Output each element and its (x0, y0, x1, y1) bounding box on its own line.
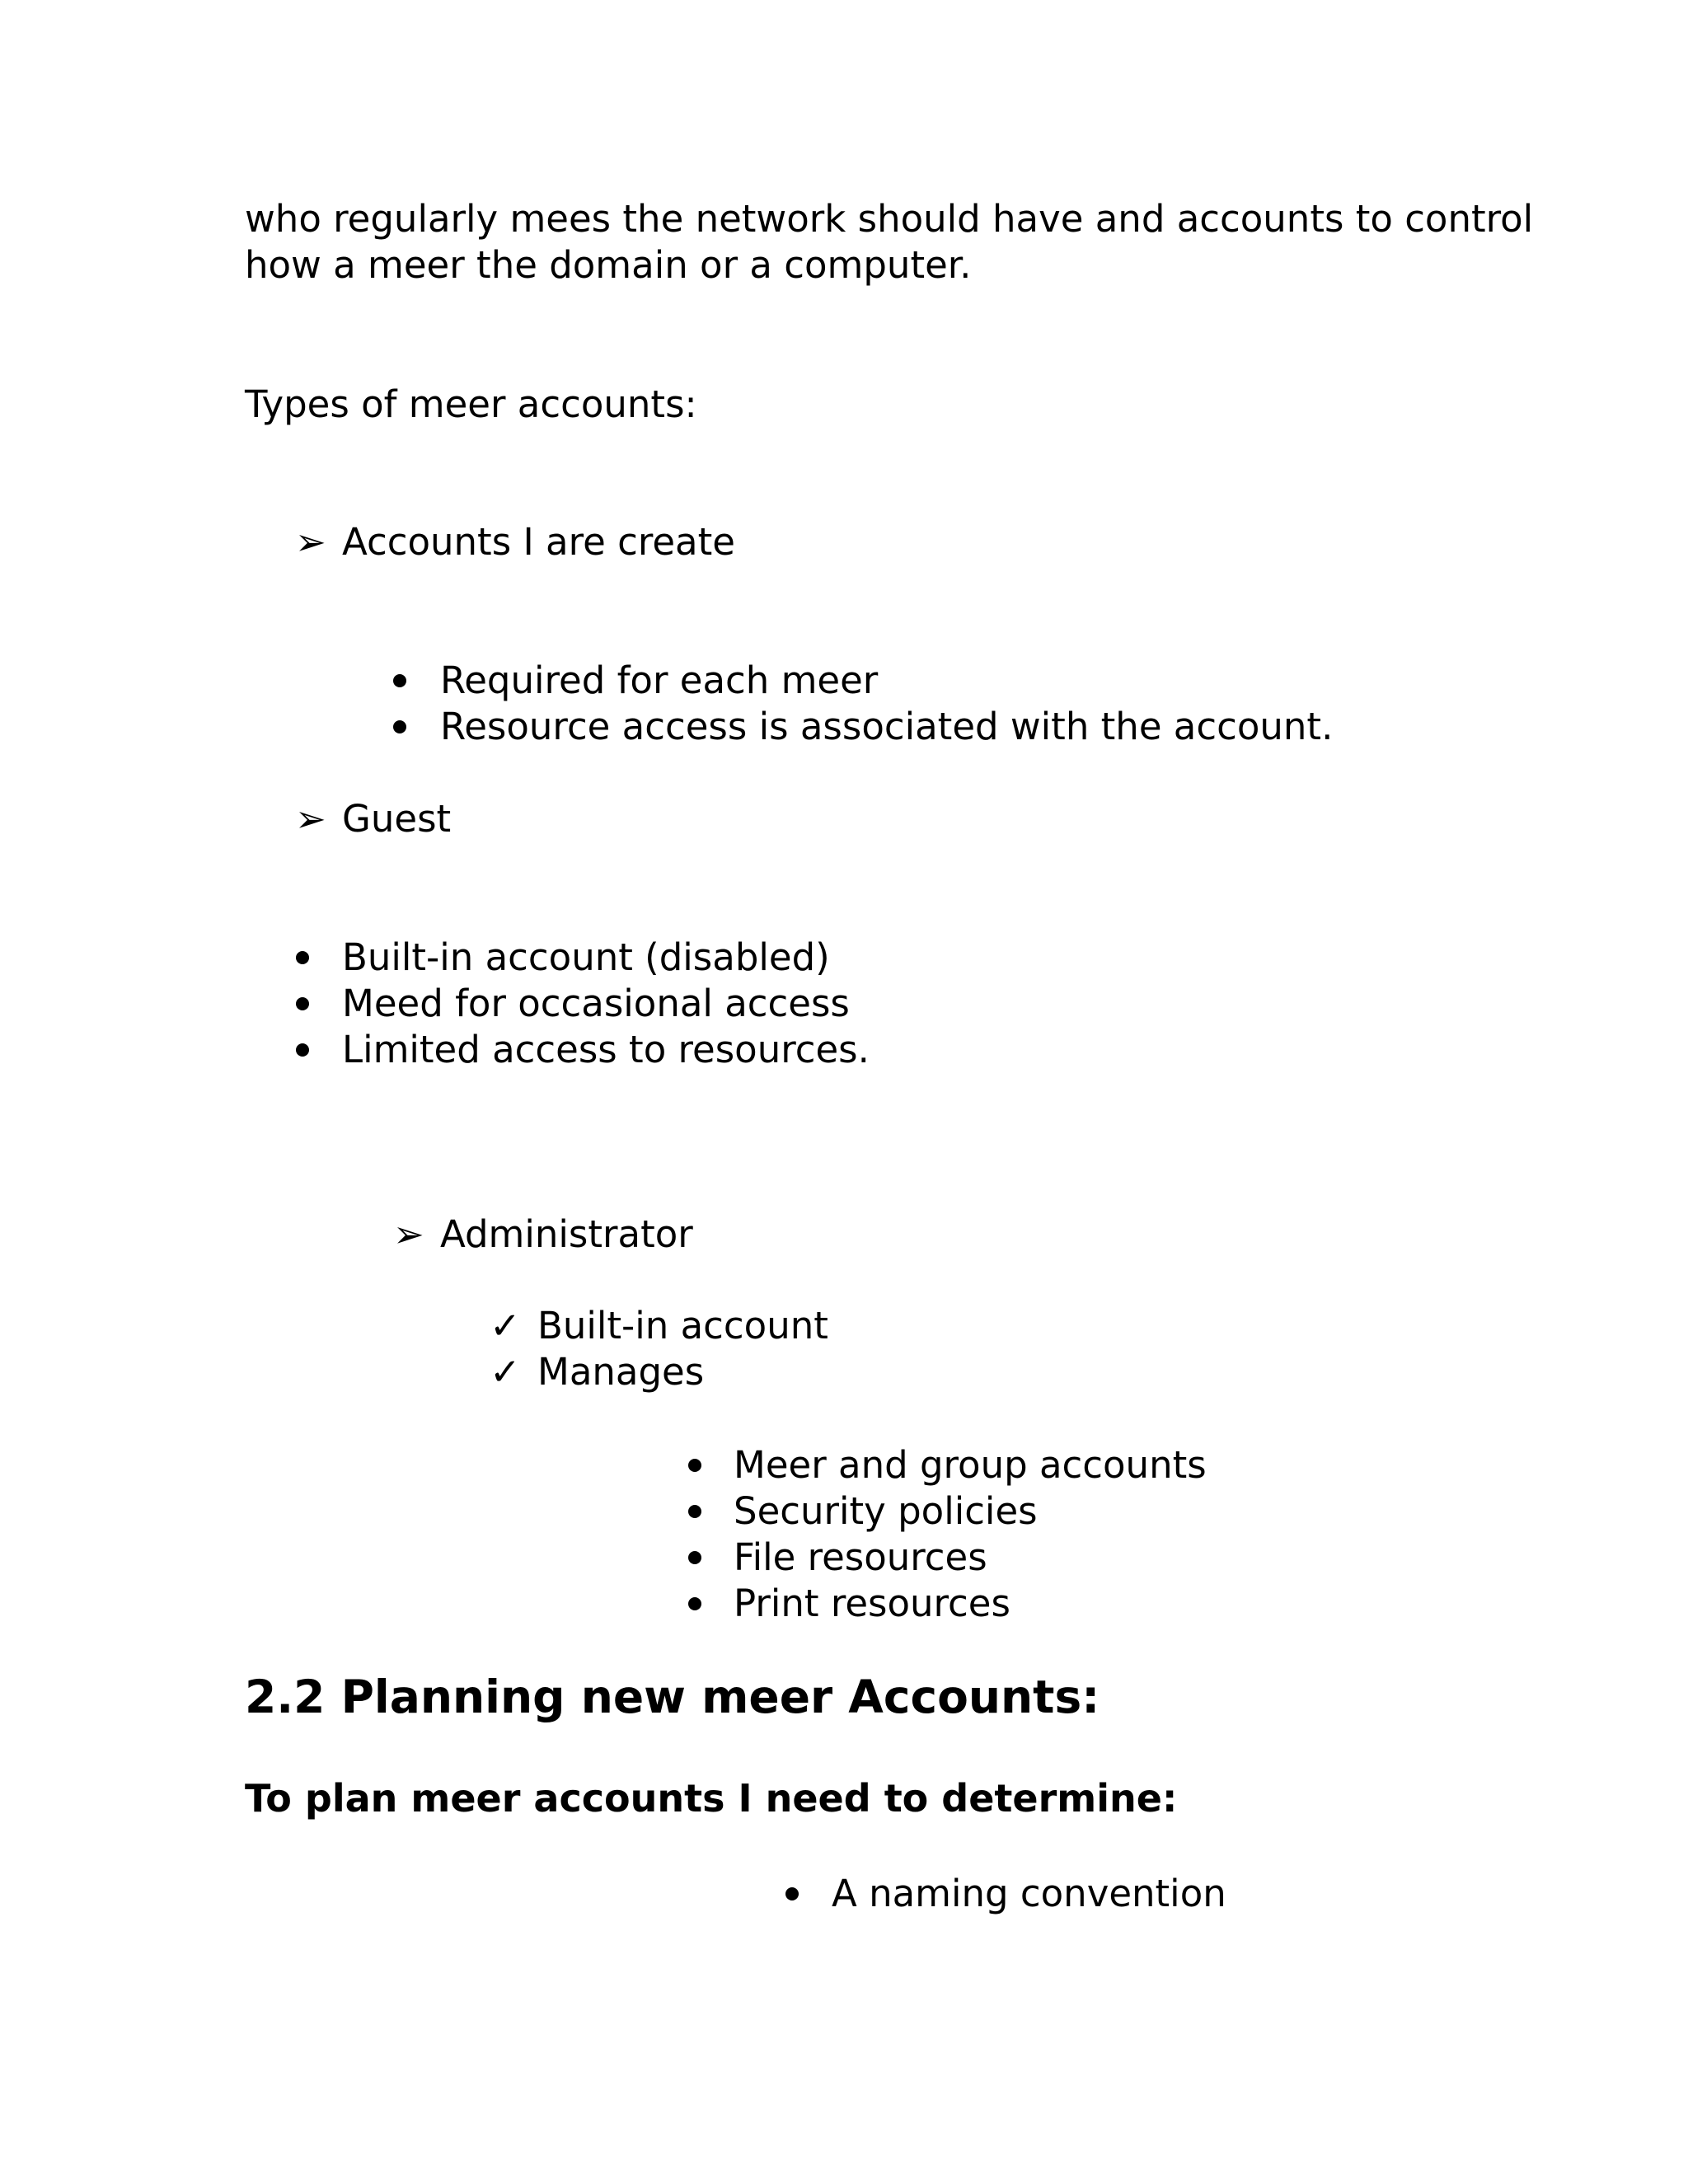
intro-line-2: how a meer the domain or a computer. (245, 243, 972, 287)
bullet-icon (688, 1551, 701, 1564)
bullet-icon (296, 951, 309, 964)
check-item: Built-in account (537, 1304, 828, 1347)
section-administrator-label: Administrator (440, 1212, 693, 1256)
bullet-icon (688, 1459, 701, 1472)
list-item: Meer and group accounts (734, 1443, 1207, 1487)
arrow-bullet-icon: ➢ (295, 797, 326, 841)
list-item: Built-in account (disabled) (342, 935, 830, 979)
list-item: Required for each meer (440, 658, 879, 702)
check-icon: ✓ (490, 1304, 521, 1347)
section-heading: 2.2 Planning new meer Accounts: (245, 1671, 1100, 1723)
types-label: Types of meer accounts: (245, 382, 697, 426)
bullet-icon (393, 720, 406, 733)
list-item: File resources (734, 1535, 987, 1579)
bullet-icon (785, 1887, 799, 1900)
section-accounts-create-label: Accounts I are create (342, 520, 735, 564)
section-guest-label: Guest (342, 797, 452, 841)
list-item: Print resources (734, 1582, 1010, 1625)
check-item: Manages (537, 1350, 705, 1394)
bullet-icon (296, 1043, 309, 1057)
list-item: Resource access is associated with the account. (440, 705, 1334, 748)
list-item: Meed for occasional access (342, 982, 850, 1025)
arrow-bullet-icon: ➢ (295, 520, 326, 564)
list-item: Limited access to resources. (342, 1028, 870, 1071)
bullet-icon (688, 1597, 701, 1610)
intro-line-1: who regularly mees the network should have and accounts to control (245, 197, 1534, 241)
list-item: A naming convention (832, 1872, 1226, 1915)
check-icon: ✓ (490, 1350, 521, 1394)
list-item: Security policies (734, 1489, 1038, 1533)
subheading: To plan meer accounts I need to determine: (245, 1776, 1178, 1821)
bullet-icon (688, 1505, 701, 1518)
bullet-icon (393, 674, 406, 687)
arrow-bullet-icon: ➢ (393, 1212, 424, 1256)
bullet-icon (296, 997, 309, 1010)
